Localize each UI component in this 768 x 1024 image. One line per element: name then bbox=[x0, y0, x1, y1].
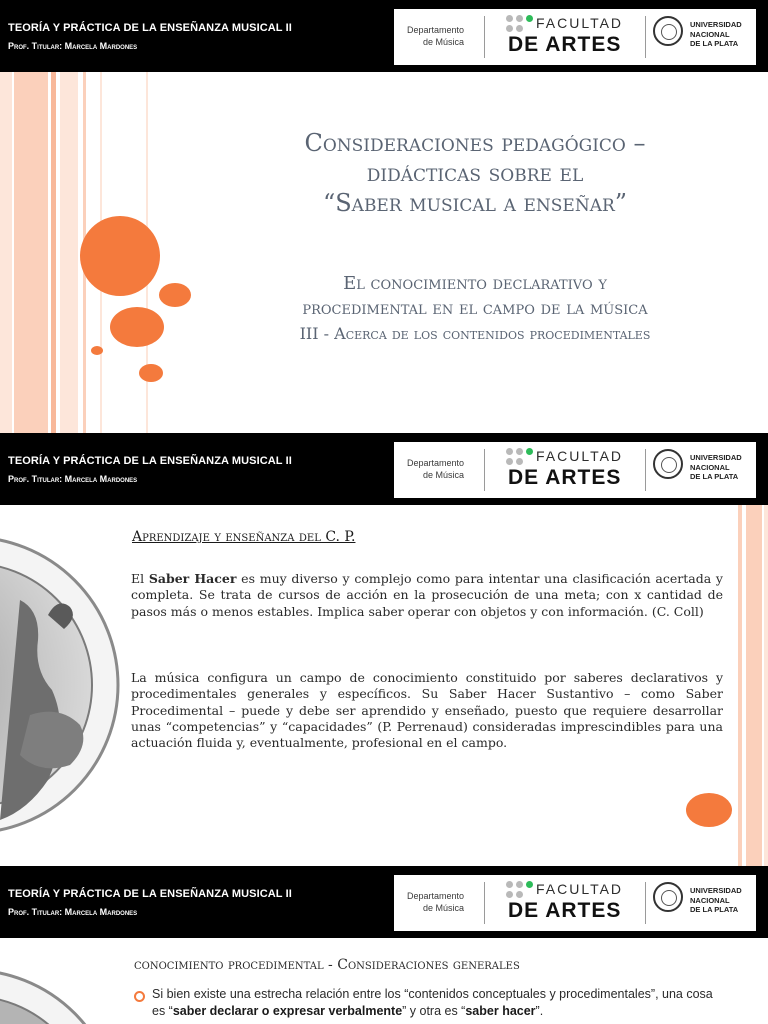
decor-circle bbox=[110, 307, 164, 347]
decor-stripe bbox=[14, 72, 48, 433]
part-label: III - Acerca de los contenidos procedimentales bbox=[299, 324, 651, 343]
course-title: TEORÍA Y PRÁCTICA DE LA ENSEÑANZA MUSICAL II bbox=[8, 22, 292, 34]
faculty-name: DE ARTES bbox=[508, 899, 622, 922]
decor-stripe bbox=[0, 72, 12, 433]
professor-name: Prof. Titular: Marcela Mardones bbox=[8, 41, 138, 51]
slide-subtitle: El conocimiento declarativo y procedimental en el campo de la música bbox=[302, 273, 648, 319]
slide-header bbox=[0, 866, 768, 938]
slide-1 bbox=[0, 0, 768, 433]
unlp-seal-icon bbox=[653, 449, 683, 479]
department-label: Departamento de Música bbox=[406, 25, 464, 47]
ring-bullet-icon bbox=[134, 991, 145, 1002]
logo-divider bbox=[484, 449, 485, 491]
paragraph-music-field: La música configura un campo de conocimiento constituido por saberes declarativos y procedimentales generales y específicos. Su Saber Hacer Sustantivo – como Saber Procedimental – puede y debe ser aprendido y enseñado, puesto que requiere desarrollar unas “competencias” y “capacidades” (P. Perrenaud) consideradas imprescindibles para una actuación fluida y, eventualmente, profesional en el campo. bbox=[131, 670, 723, 751]
course-title: TEORÍA Y PRÁCTICA DE LA ENSEÑANZA MUSICAL II bbox=[8, 888, 292, 900]
department-label: Departamento de Música bbox=[406, 891, 464, 913]
university-seal-illustration bbox=[0, 505, 130, 866]
professor-name: Prof. Titular: Marcela Mardones bbox=[8, 907, 138, 917]
logo-divider bbox=[645, 449, 646, 491]
faculty-label: FACULTAD bbox=[536, 881, 624, 897]
institution-logo bbox=[394, 442, 756, 498]
faculty-name: DE ARTES bbox=[508, 466, 622, 489]
institution-logo bbox=[394, 875, 756, 931]
faculty-label: FACULTAD bbox=[536, 448, 624, 464]
decor-stripe bbox=[60, 72, 78, 433]
section-heading: Aprendizaje y enseñanza del C. P. bbox=[132, 529, 356, 545]
decor-stripe bbox=[746, 505, 762, 866]
logo-divider bbox=[645, 16, 646, 58]
course-title: TEORÍA Y PRÁCTICA DE LA ENSEÑANZA MUSICAL II bbox=[8, 455, 292, 467]
logo-divider bbox=[645, 882, 646, 924]
university-label: UNIVERSIDAD NACIONAL DE LA PLATA bbox=[690, 453, 742, 481]
decor-circle bbox=[159, 283, 191, 307]
professor-name: Prof. Titular: Marcela Mardones bbox=[8, 474, 138, 484]
slide-2 bbox=[0, 433, 768, 866]
university-seal-illustration bbox=[0, 938, 120, 1024]
unlp-seal-icon bbox=[653, 882, 683, 912]
faculty-label: FACULTAD bbox=[536, 15, 624, 31]
decor-stripe bbox=[738, 505, 742, 866]
bullet-text: Si bien existe una estrecha relación entre los “contenidos conceptuales y procedimentales”, una cosa es “saber declarar o expresar verbalmente” y otra es “saber hacer”. bbox=[152, 987, 713, 1018]
decor-stripe bbox=[764, 505, 768, 866]
section-heading: conocimiento procedimental - Consideraciones generales bbox=[134, 957, 520, 973]
decor-circle bbox=[686, 793, 732, 827]
institution-logo bbox=[394, 9, 756, 65]
logo-divider bbox=[484, 16, 485, 58]
paragraph-saber-hacer: El Saber Hacer es muy diverso y complejo como para intentar una clasificación acertada y completa. Se trata de cursos de acción en la prosecución de una meta; con x cantidad de pasos más o menos estables. Implica saber operar con objetos y con información. (C. Coll) bbox=[131, 571, 723, 619]
faculty-name: DE ARTES bbox=[508, 33, 622, 56]
unlp-seal-icon bbox=[653, 16, 683, 46]
slide-3 bbox=[0, 866, 768, 1024]
decor-stripe bbox=[51, 72, 56, 433]
slide-title: Consideraciones pedagógico – didácticas sobre el “Saber musical a enseñar” bbox=[304, 129, 646, 217]
highlight-saber-hacer: Saber Hacer bbox=[148, 571, 237, 586]
department-label: Departamento de Música bbox=[406, 458, 464, 480]
slide-header bbox=[0, 433, 768, 505]
decor-circle bbox=[139, 364, 163, 382]
decor-circle bbox=[91, 346, 103, 355]
university-label: UNIVERSIDAD NACIONAL DE LA PLATA bbox=[690, 886, 742, 914]
slide-header bbox=[0, 0, 768, 72]
university-label: UNIVERSIDAD NACIONAL DE LA PLATA bbox=[690, 20, 742, 48]
decor-circle bbox=[80, 216, 160, 296]
logo-divider bbox=[484, 882, 485, 924]
